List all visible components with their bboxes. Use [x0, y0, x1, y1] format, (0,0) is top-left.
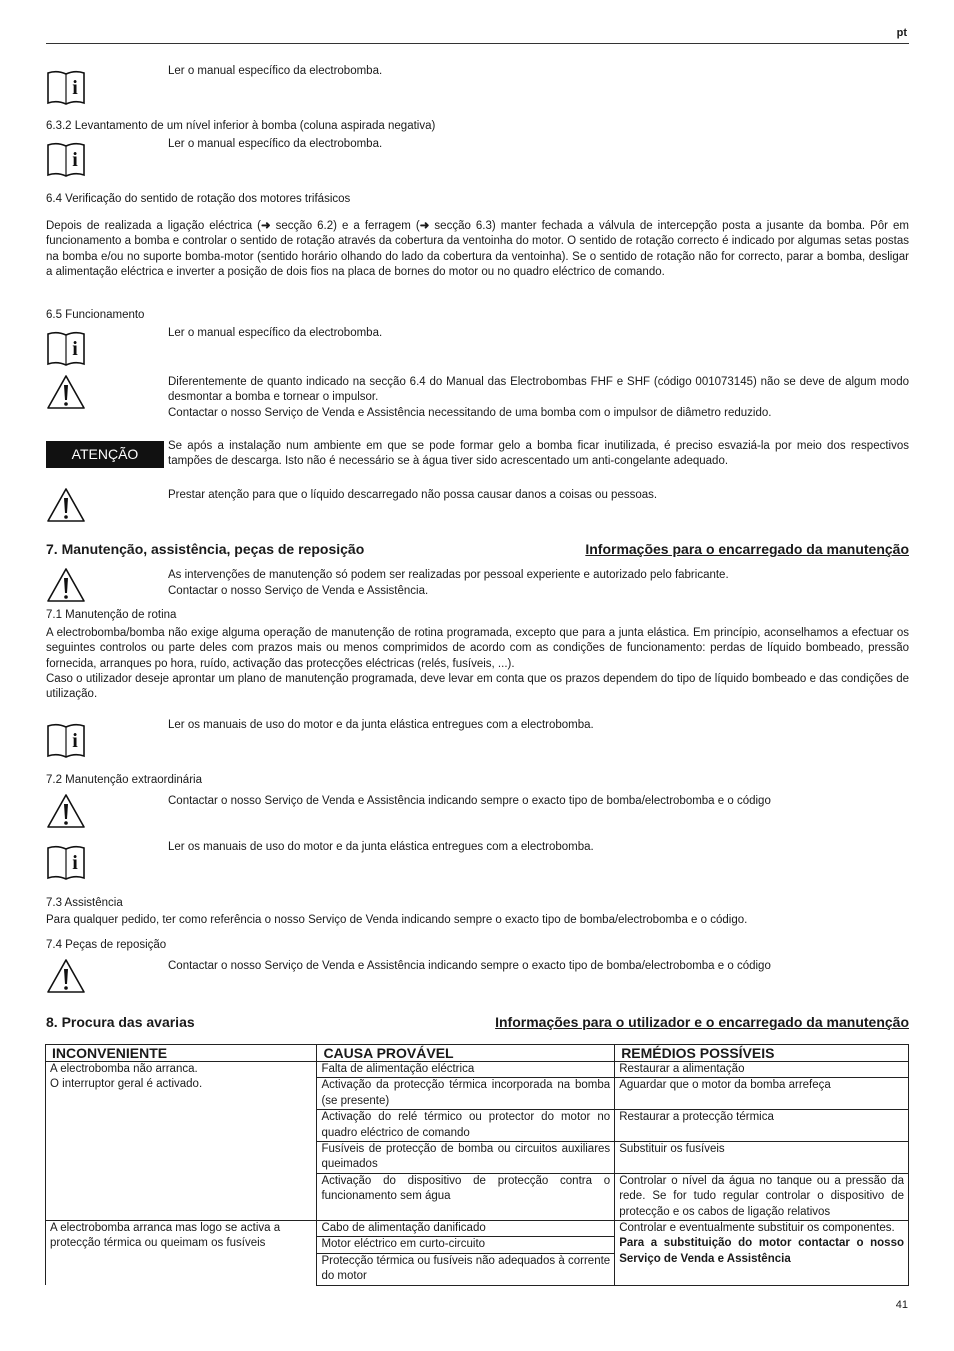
section-7-3-title: 7.3 Assistência [46, 897, 123, 909]
arrow-icon: ➜ [260, 220, 271, 232]
cause-cell: Fusíveis de protecção de bomba ou circuitos auxiliares queimados [317, 1142, 615, 1174]
language-code: pt [896, 27, 907, 39]
table-row [46, 1221, 909, 1237]
cause-cell: Cabo de alimentação danificado [317, 1221, 615, 1237]
remedy-cell: Restaurar a alimentação [615, 1062, 909, 1078]
remedy-cell: Controlar o nível da água no tanque ou a pressão da rede. Se for tudo regular controlar o dispositivo de protecção e os cabos de ligação relativos [615, 1173, 909, 1220]
remedy-cell: Controlar e eventualmente substituir os componentes. Para a substituição do motor contactar o nosso Serviço de Venda e Assistência [615, 1221, 909, 1286]
warning-icon [46, 487, 86, 523]
warning-text: Contactar o nosso Serviço de Venda e Assistência. [168, 585, 429, 597]
section-7-2-title: 7.2 Manutenção extraordinária [46, 774, 202, 786]
section-7-4-title: 7.4 Peças de reposição [46, 939, 167, 951]
column-header: CAUSA PROVÁVEL [317, 1045, 615, 1062]
table-header-row [46, 1045, 909, 1062]
warning-icon [46, 793, 86, 829]
warning-text: Contactar o nosso Serviço de Venda e Assistência indicando sempre o exacto tipo de bomba/electrobomba e o código [168, 795, 771, 807]
section-8-audience: Informações para o utilizador e o encarregado da manutenção [495, 1014, 909, 1030]
troubleshooting-table [45, 1044, 909, 1286]
arrow-icon: ➜ [419, 220, 430, 232]
remedy-cell: Aguardar que o motor da bomba arrefeça [615, 1078, 909, 1110]
manual-icon [46, 723, 86, 759]
svg-text:i: i [72, 852, 78, 874]
manuals-note: Ler os manuais de uso do motor e da junta elástica entregues com a electrobomba. [168, 719, 594, 731]
warning-text: Contactar o nosso Serviço de Venda e Assistência necessitando de uma bomba com o impulsor de diâmetro reduzido. [168, 407, 772, 419]
remedy-cell: Restaurar a protecção térmica [615, 1110, 909, 1142]
section-7-title: 7. Manutenção, assistência, peças de reposição [46, 541, 365, 557]
svg-text:i: i [72, 77, 78, 99]
manual-icon [46, 331, 86, 367]
svg-text:i: i [72, 338, 78, 360]
attention-text: Se após a instalação num ambiente em que se pode formar gelo a bomba ficar inutilizada, é preciso esvaziá-la por meio dos respectivos tampões de descarga. Isto não é necessário se à água tiver sido acrescentado um anti-congelante adequado. [168, 440, 909, 468]
section-7-1-title: 7.1 Manutenção de rotina [46, 609, 177, 621]
warning-text: Contactar o nosso Serviço de Venda e Assistência indicando sempre o exacto tipo de bomba/electrobomba e o código [168, 960, 771, 972]
table-row [46, 1062, 909, 1078]
manuals-note: Ler os manuais de uso do motor e da junta elástica entregues com a electrobomba. [168, 841, 594, 853]
section-6-3-2-title: 6.3.2 Levantamento de um nível inferior à bomba (coluna aspirada negativa) [46, 120, 436, 132]
remedy-cell: Substituir os fusíveis [615, 1142, 909, 1174]
problem-cell: A electrobomba não arranca. O interruptor geral é activado. [46, 1062, 317, 1221]
page-number: 41 [895, 1299, 908, 1311]
cause-cell: Motor eléctrico em curto-circuito [317, 1237, 615, 1253]
warning-icon [46, 958, 86, 994]
section-6-4-title: 6.4 Verificação do sentido de rotação dos motores trifásicos [46, 193, 351, 205]
cause-cell: Protecção térmica ou fusíveis não adequados à corrente do motor [317, 1253, 615, 1285]
manual-icon [46, 845, 86, 881]
warning-text: Prestar atenção para que o líquido descarregado não possa causar danos a coisas ou pessoas. [168, 489, 658, 501]
column-header: REMÉDIOS POSSÍVEIS [615, 1045, 909, 1062]
attention-badge: ATENÇÃO [46, 441, 164, 468]
cause-cell: Activação da protecção térmica incorporada na bomba (se presente) [317, 1078, 615, 1110]
manual-note: Ler o manual específico da electrobomba. [168, 138, 383, 150]
section-7-1-paragraph: Caso o utilizador deseje aprontar um plano de manutenção programada, deve levar em conta que os prazos dependem do tipo de líquido bombeado e das condições de utilização. [46, 673, 909, 701]
manual-icon [46, 70, 86, 106]
manual-icon [46, 142, 86, 178]
header-rule [46, 43, 909, 44]
section-7-1-paragraph: A electrobomba/bomba não exige alguma operação de manutenção de rotina programada, excepto que para a junta elástica. Em princípio, aconselhamos a efectuar os seguintes controlos ou parte deles com prazos mais ou menos comprimidos de acordo com as condições de funcionamento: perdas de líquido bombeado, pressão fornecida, arranques po hora, ruído, activação das protecções eléctricas (relés, fusíveis, ...). [46, 627, 909, 670]
section-7-audience: Informações para o encarregado da manutenção [585, 541, 909, 557]
warning-icon [46, 567, 86, 603]
manual-note: Ler o manual específico da electrobomba. [168, 65, 383, 77]
column-header: INCONVENIENTE [46, 1045, 317, 1062]
cause-cell: Falta de alimentação eléctrica [317, 1062, 615, 1078]
manual-note: Ler o manual específico da electrobomba. [168, 327, 383, 339]
warning-text: Diferentemente de quanto indicado na secção 6.4 do Manual das Electrobombas FHF e SHF (código 001073145) não se deve de algum modo desmontar a bomba e tornear o impulsor. [168, 376, 909, 404]
section-7-3-paragraph: Para qualquer pedido, ter como referência o nosso Serviço de Venda indicando sempre o exacto tipo de bomba/electrobomba e o código. [46, 914, 748, 926]
problem-cell: A electrobomba arranca mas logo se activa a protecção térmica ou queimam os fusíveis [46, 1221, 317, 1286]
svg-text:i: i [72, 730, 78, 752]
svg-text:i: i [72, 149, 78, 171]
section-6-4-paragraph: Depois de realizada a ligação eléctrica (➜ secção 6.2) e a ferragem (➜ secção 6.3) manter fechada a válvula de intercepção posta a jusante da bomba. Pôr em funcionamento a bomba e controlar o sentido de rotação através da cobertura da ventoinha do motor. O sentido de rotação correcto é indicado por algumas setas postas na bomba e/ou no suporte bomba-motor (sentido horário olhando do lado da cobertura da ventoinha). Se o sentido de rotação não for correcto, parar a bomba, desligar a alimentação eléctrica e inverter a posição de dois fios na placa de bornes do motor ou no quadro eléctrico de comando. [46, 220, 910, 279]
section-8-title: 8. Procura das avarias [46, 1014, 195, 1030]
warning-icon [46, 374, 86, 410]
cause-cell: Activação do relé térmico ou protector do motor no quadro eléctrico de comando [317, 1110, 615, 1142]
cause-cell: Activação do dispositivo de protecção contra o funcionamento sem água [317, 1173, 615, 1220]
warning-text: As intervenções de manutenção só podem ser realizadas por pessoal experiente e autorizado pelo fabricante. [168, 569, 729, 581]
section-6-5-title: 6.5 Funcionamento [46, 309, 145, 321]
